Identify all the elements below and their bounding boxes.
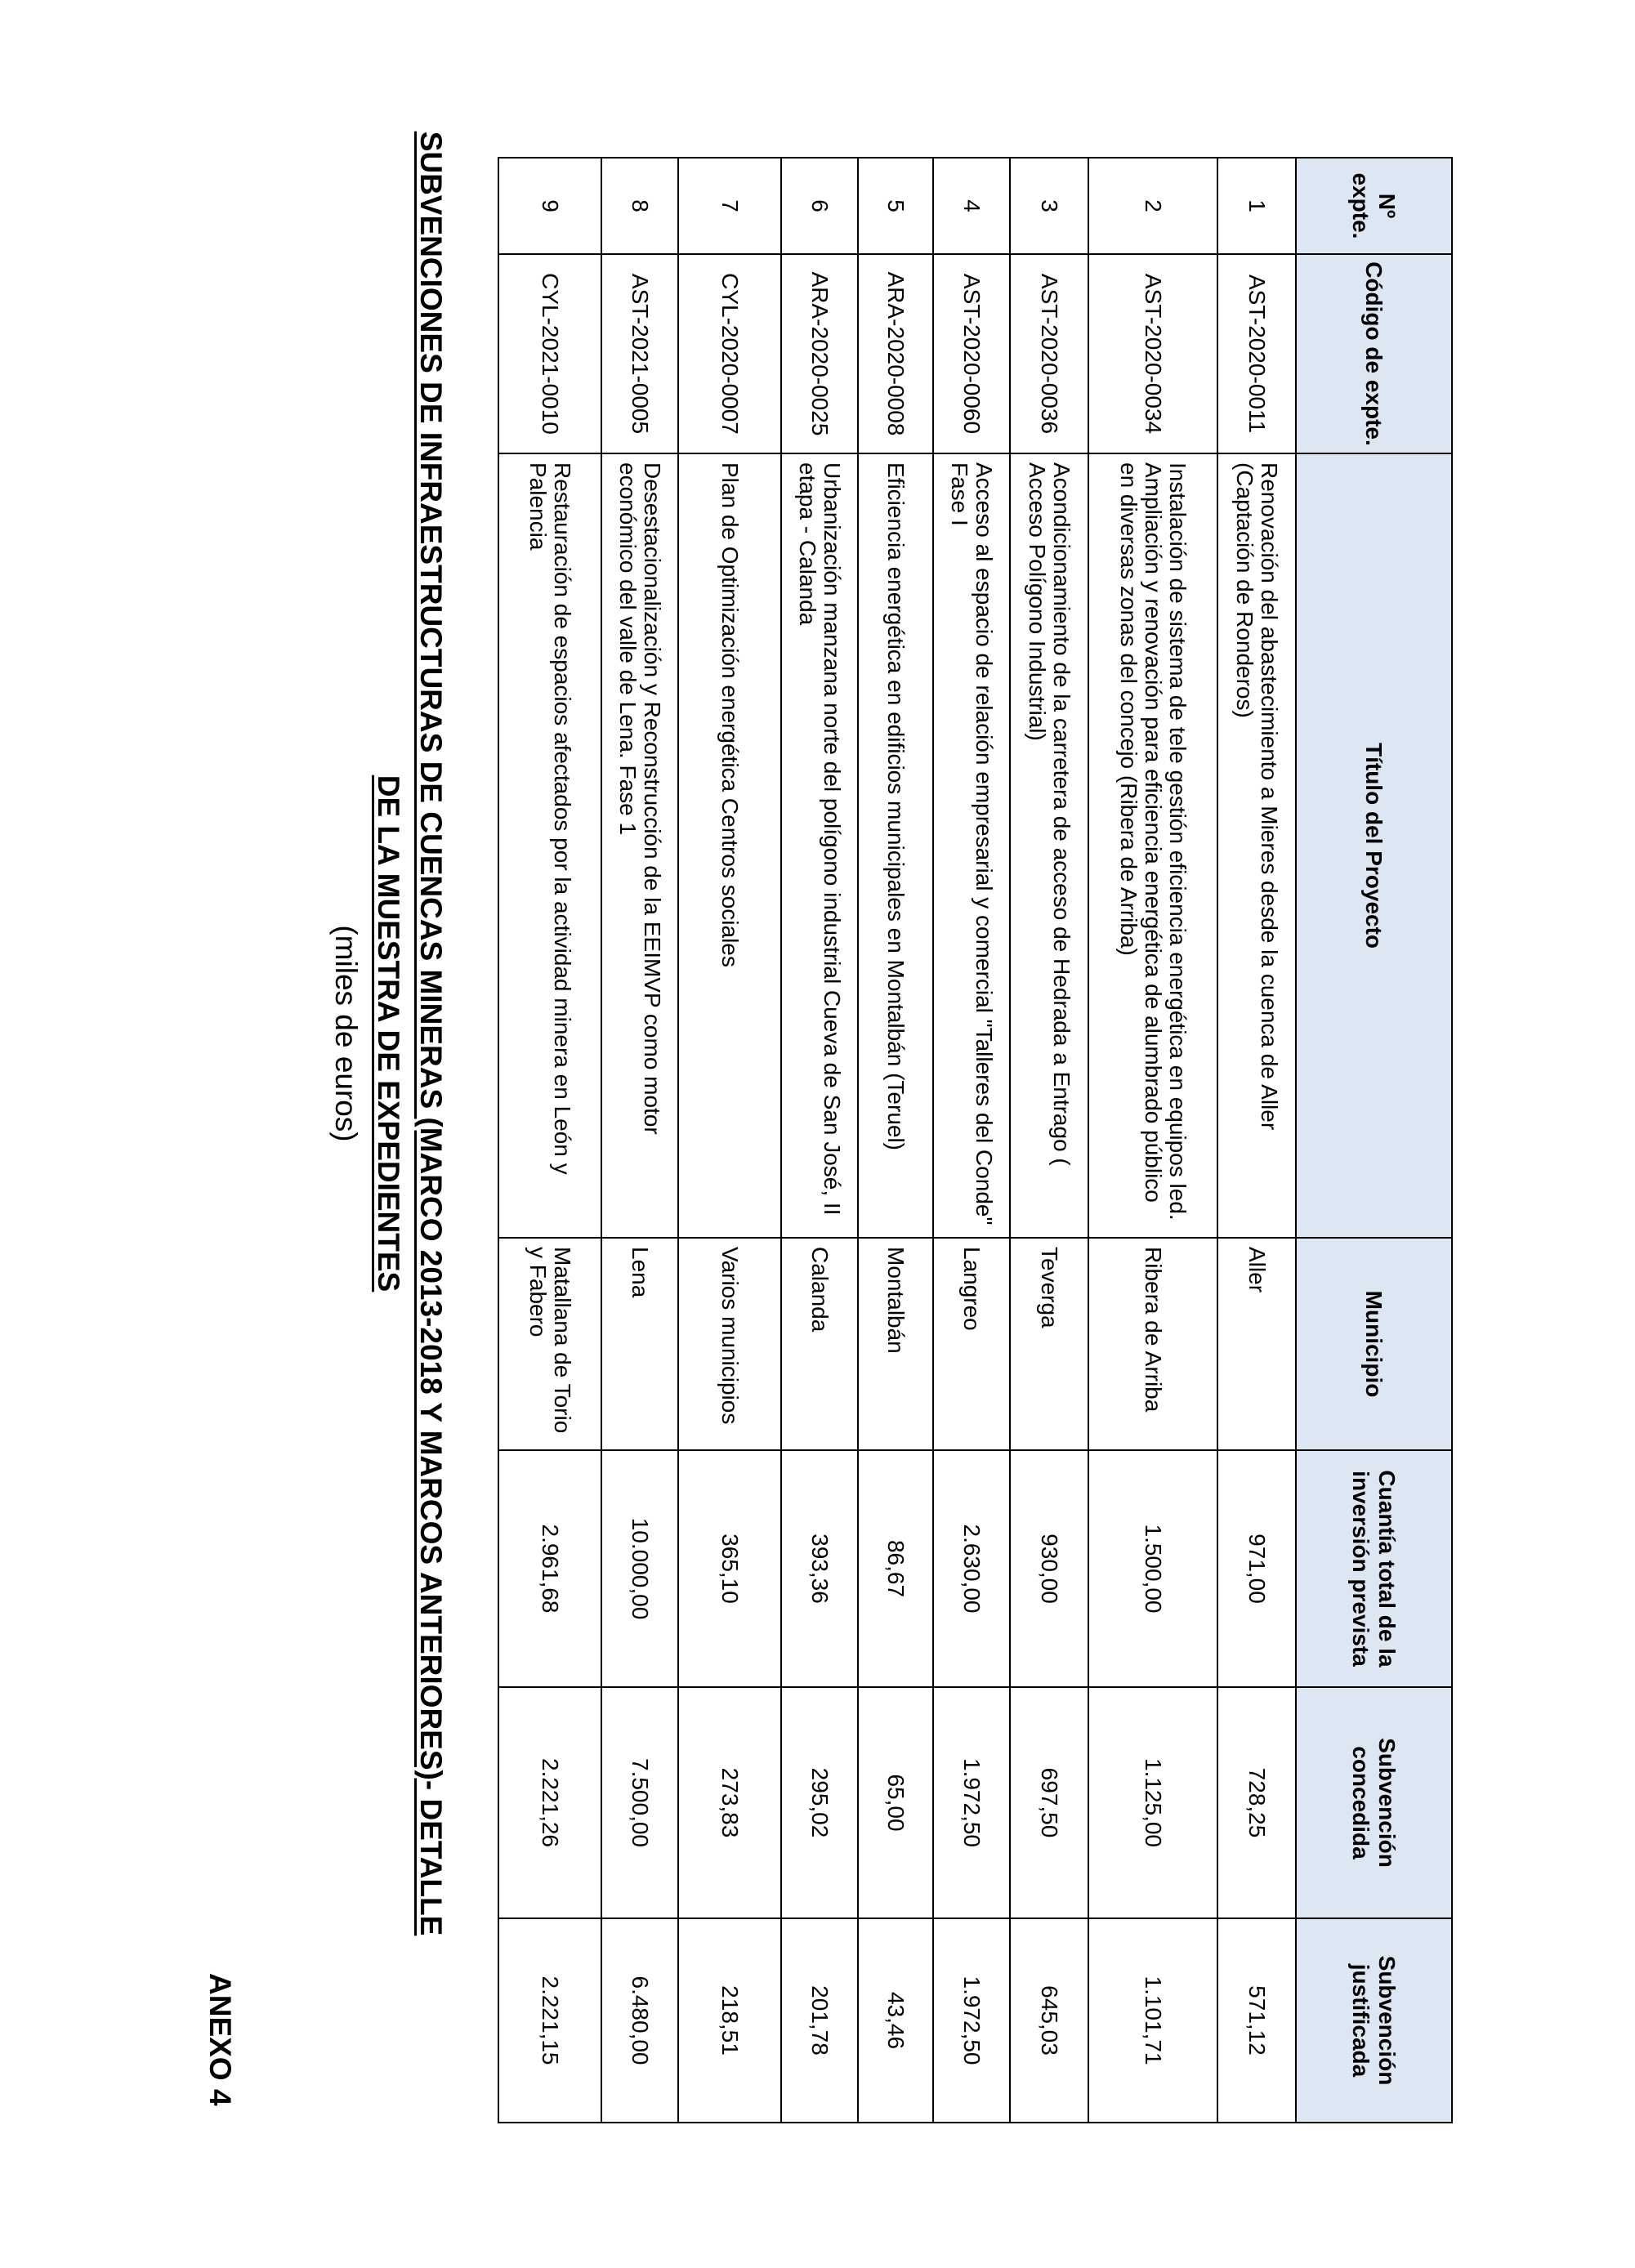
table-row: [933, 158, 1010, 2123]
cell-municipality: Aller: [1217, 1238, 1296, 1450]
page-title: SUBVENCIONES DE INFRAESTRUCTURAS DE CUENCAS MINERAS (MARCO 2013-2018 Y MARCOS ANTERIORES)- DETALLE: [414, 131, 448, 1936]
cell-file-number: 1: [1217, 158, 1296, 254]
header-granted-subsidy: Subvención concedida: [1296, 1687, 1452, 1918]
page-subtitle: DE LA MUESTRA DE EXPEDIENTES: [372, 775, 405, 1292]
cell-file-number: 4: [933, 158, 1010, 254]
cell-justified-subsidy: 218,51: [678, 1918, 781, 2123]
cell-project-title: Restauración de espacios afectados por la actividad minera en León y Palencia: [498, 453, 601, 1238]
cell-file-code: AST-2020-0011: [1217, 254, 1296, 453]
cell-file-code: AST-2021-0005: [601, 254, 678, 453]
cell-justified-subsidy: 1.101,71: [1088, 1918, 1217, 2123]
header-file-code: Código de expte.: [1296, 254, 1452, 453]
cell-planned-investment: 10.000,00: [601, 1450, 678, 1687]
cell-justified-subsidy: 645,03: [1010, 1918, 1088, 2123]
table-header-row: [1296, 158, 1452, 2123]
cell-project-title: Urbanización manzana norte del polígono industrial Cueva de San José, II etapa - Calanda: [781, 453, 858, 1238]
cell-project-title: Desestacionalización y Reconstrucción de la EEIMVP como motor económico del valle de Lena. Fase 1: [601, 453, 678, 1238]
cell-file-number: 3: [1010, 158, 1088, 254]
cell-planned-investment: 365,10: [678, 1450, 781, 1687]
cell-file-code: AST-2020-0060: [933, 254, 1010, 453]
table-row: [601, 158, 678, 2123]
cell-file-code: CYL-2021-0010: [498, 254, 601, 453]
cell-granted-subsidy: 1.125,00: [1088, 1687, 1217, 1918]
cell-file-number: 9: [498, 158, 601, 254]
cell-municipality: Ribera de Arriba: [1088, 1238, 1217, 1450]
cell-planned-investment: 86,67: [858, 1450, 933, 1687]
cell-justified-subsidy: 201,78: [781, 1918, 858, 2123]
cell-project-title: Plan de Optimización energética Centros sociales: [678, 453, 781, 1238]
cell-file-number: 2: [1088, 158, 1217, 254]
cell-file-number: 5: [858, 158, 933, 254]
table-row: [498, 158, 601, 2123]
cell-planned-investment: 393,36: [781, 1450, 858, 1687]
cell-granted-subsidy: 273,83: [678, 1687, 781, 1918]
header-municipality: Municipio: [1296, 1238, 1452, 1450]
table-row: [1217, 158, 1296, 2123]
cell-planned-investment: 930,00: [1010, 1450, 1088, 1687]
header-project-title: Título del Proyecto: [1296, 453, 1452, 1238]
cell-project-title: Renovación del abastecimiento a Mieres desde la cuenca de Aller (Captación de Ronderos): [1217, 453, 1296, 1238]
cell-project-title: Instalación de sistema de tele gestión eficiencia energética en equipos led. Ampliación y renovación para eficiencia energética de alumbrado público en diversas zonas del concejo (Ribera de Arriba): [1088, 453, 1217, 1238]
header-justified-subsidy: Subvención justificada: [1296, 1918, 1452, 2123]
cell-granted-subsidy: 7.500,00: [601, 1687, 678, 1918]
table-row: [678, 158, 781, 2123]
cell-granted-subsidy: 697,50: [1010, 1687, 1088, 1918]
cell-granted-subsidy: 65,00: [858, 1687, 933, 1918]
cell-justified-subsidy: 2.221,15: [498, 1918, 601, 2123]
grants-table: [498, 157, 1453, 2123]
header-planned-investment: Cuantía total de la inversión prevista: [1296, 1450, 1452, 1687]
cell-municipality: Varios municipios: [678, 1238, 781, 1450]
cell-municipality: Calanda: [781, 1238, 858, 1450]
table-row: [1010, 158, 1088, 2123]
table-row: [1088, 158, 1217, 2123]
cell-file-code: AST-2020-0036: [1010, 254, 1088, 453]
cell-municipality: Montalbán: [858, 1238, 933, 1450]
cell-file-code: ARA-2020-0025: [781, 254, 858, 453]
cell-file-number: 8: [601, 158, 678, 254]
cell-file-number: 6: [781, 158, 858, 254]
header-file-number: Nº expte.: [1296, 158, 1452, 254]
cell-granted-subsidy: 2.221,26: [498, 1687, 601, 1918]
cell-planned-investment: 1.500,00: [1088, 1450, 1217, 1687]
cell-justified-subsidy: 43,46: [858, 1918, 933, 2123]
cell-justified-subsidy: 1.972,50: [933, 1918, 1010, 2123]
cell-municipality: Teverga: [1010, 1238, 1088, 1450]
units-label: (miles de euros): [329, 925, 363, 1142]
cell-planned-investment: 2.630,00: [933, 1450, 1010, 1687]
cell-planned-investment: 2.961,68: [498, 1450, 601, 1687]
cell-granted-subsidy: 1.972,50: [933, 1687, 1010, 1918]
cell-project-title: Acceso al espacio de relación empresarial y comercial "Talleres del Conde" Fase I: [933, 453, 1010, 1238]
cell-granted-subsidy: 728,25: [1217, 1687, 1296, 1918]
cell-project-title: Eficiencia energética en edificios municipales en Montalbán (Teruel): [858, 453, 933, 1238]
table-row: [858, 158, 933, 2123]
cell-planned-investment: 971,00: [1217, 1450, 1296, 1687]
cell-justified-subsidy: 6.480,00: [601, 1918, 678, 2123]
cell-granted-subsidy: 295,02: [781, 1687, 858, 1918]
cell-municipality: Lena: [601, 1238, 678, 1450]
cell-municipality: Langreo: [933, 1238, 1010, 1450]
cell-file-code: CYL-2020-0007: [678, 254, 781, 453]
table-row: [781, 158, 858, 2123]
annex-label: ANEXO 4: [203, 1973, 237, 2106]
cell-file-code: AST-2020-0034: [1088, 254, 1217, 453]
cell-justified-subsidy: 571,12: [1217, 1918, 1296, 2123]
cell-file-number: 7: [678, 158, 781, 254]
cell-project-title: Acondicionamiento de la carretera de acceso de Hedrada a Entrago ( Acceso Polígono Industrial): [1010, 453, 1088, 1238]
title-block: [324, 98, 452, 1969]
cell-file-code: ARA-2020-0008: [858, 254, 933, 453]
cell-municipality: Matallana de Torio y Fabero: [498, 1238, 601, 1450]
